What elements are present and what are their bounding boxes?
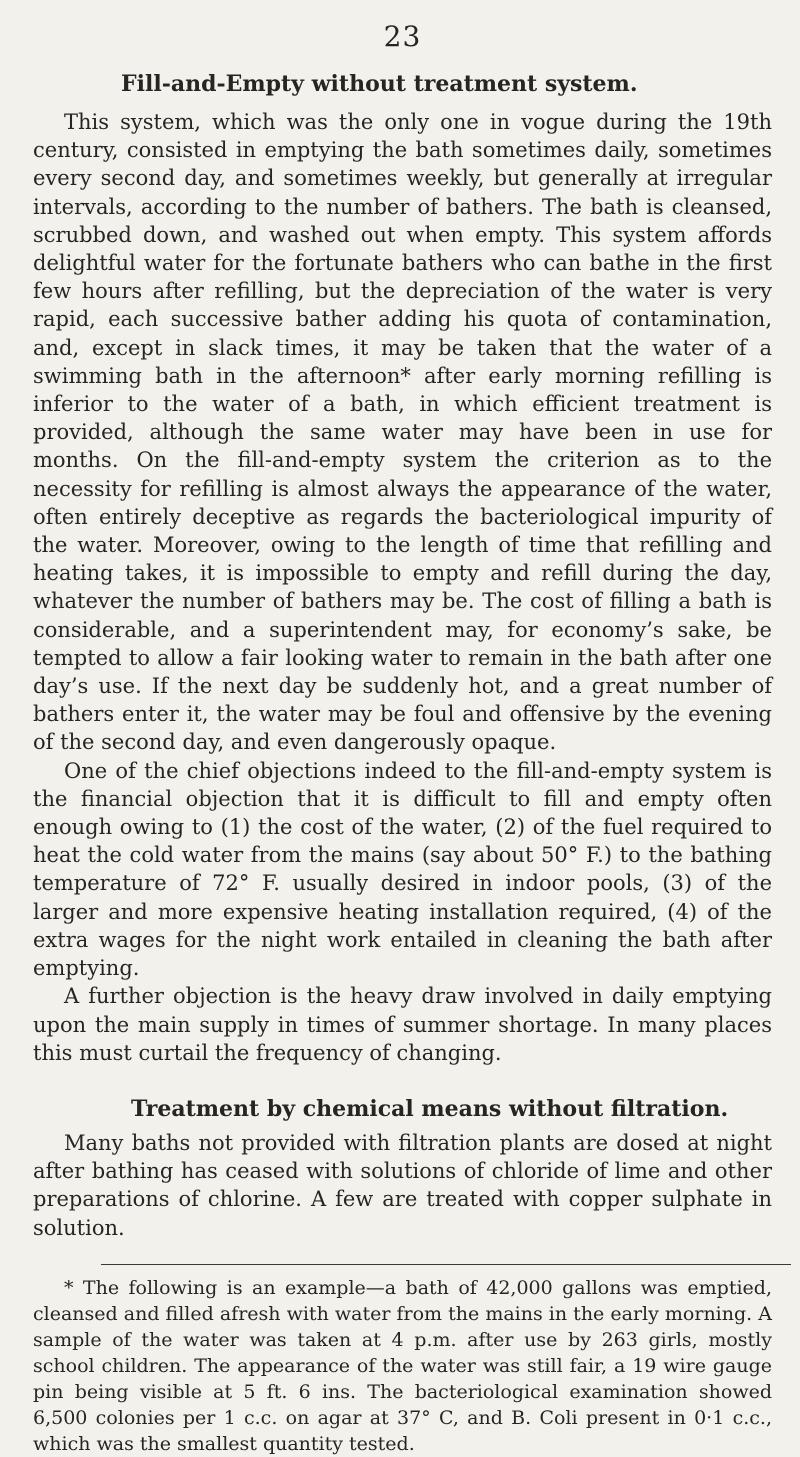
paragraph: A further objection is the heavy draw involved in daily emptying upon the main supply in times of summer shortage. In many places this must curtail the frequency of changing. — [33, 984, 772, 1065]
paragraph: Many baths not provided with filtration plants are dosed at night after bathing has ceased with solutions of chloride of lime and other preparations of chlorine. A few are treated with copper sulphate in solution. — [33, 1130, 772, 1240]
footnote: * The following is an example—a bath of 42,000 gallons was emptied, cleansed and filled afresh with water from the mains in the early morning. A sample of the water was taken at 4 p.m. after use by 263 girls, mostly school children. The appearance of the water was still fair, a 19 wire gauge pin being visible at 5 ft. 6 ins. The bacteriological examination showed 6,500 colonies per 1 c.c. on agar at 37° C, and B. Coli present in 0·1 c.c., which was the smallest quantity tested. — [33, 1276, 772, 1455]
page-number: 23 — [383, 20, 422, 53]
paragraph: This system, which was the only one in vogue during the 19th century, consisted in emptying the bath sometimes daily, sometimes every second day, and sometimes weekly, but generally at irregular intervals, according to the number of bathers. The bath is cleansed, scrubbed down, and washed out when empty. This system affords delightful water for the fortunate bathers who can bathe in the first few hours after refilling, but the depreciation of the water is very rapid, each successive bather adding his quota of contamination, and, except in slack times, it may be taken that the water of a swimming bath in the afternoon* after early morning refilling is inferior to the water of a bath, in which efficient treatment is provided, although the same water may have been in use for months. On the fill-and-empty system the criterion as to the necessity for refilling is almost always the appearance of the water, often entirely deceptive as regards the bacteriological impurity of the water. Moreover, owing to the length of time that refilling and heating takes, it is impossible to empty and refill during the day, whatever the number of bathers may be. The cost of filling a bath is considerable, and a superintendent may, for economy’s sake, be tempted to allow a fair looking water to remain in the bath after one day’s use. If the next day be suddenly hot, and a great number of bathers enter it, the water may be foul and offensive by the evening of the second day, and even dangerously opaque. — [33, 110, 772, 755]
section-heading-chemical-treatment: Treatment by chemical means without filtration. — [131, 1095, 729, 1122]
paragraph: One of the chief objections indeed to the fill-and-empty system is the financial objection that it is difficult to fill and empty often enough owing to (1) the cost of the water, (2) of the fuel required to heat the cold water from the mains (say about 50° F.) to the bathing temperature of 72° F. usually desired in indoor pools, (3) of the larger and more expensive heating installation required, (4) of the extra wages for the night work entailed in cleaning the bath after emptying. — [33, 758, 772, 981]
footnote-divider — [101, 1264, 791, 1265]
section-heading-fill-and-empty: Fill-and-Empty without treatment system. — [121, 71, 638, 97]
